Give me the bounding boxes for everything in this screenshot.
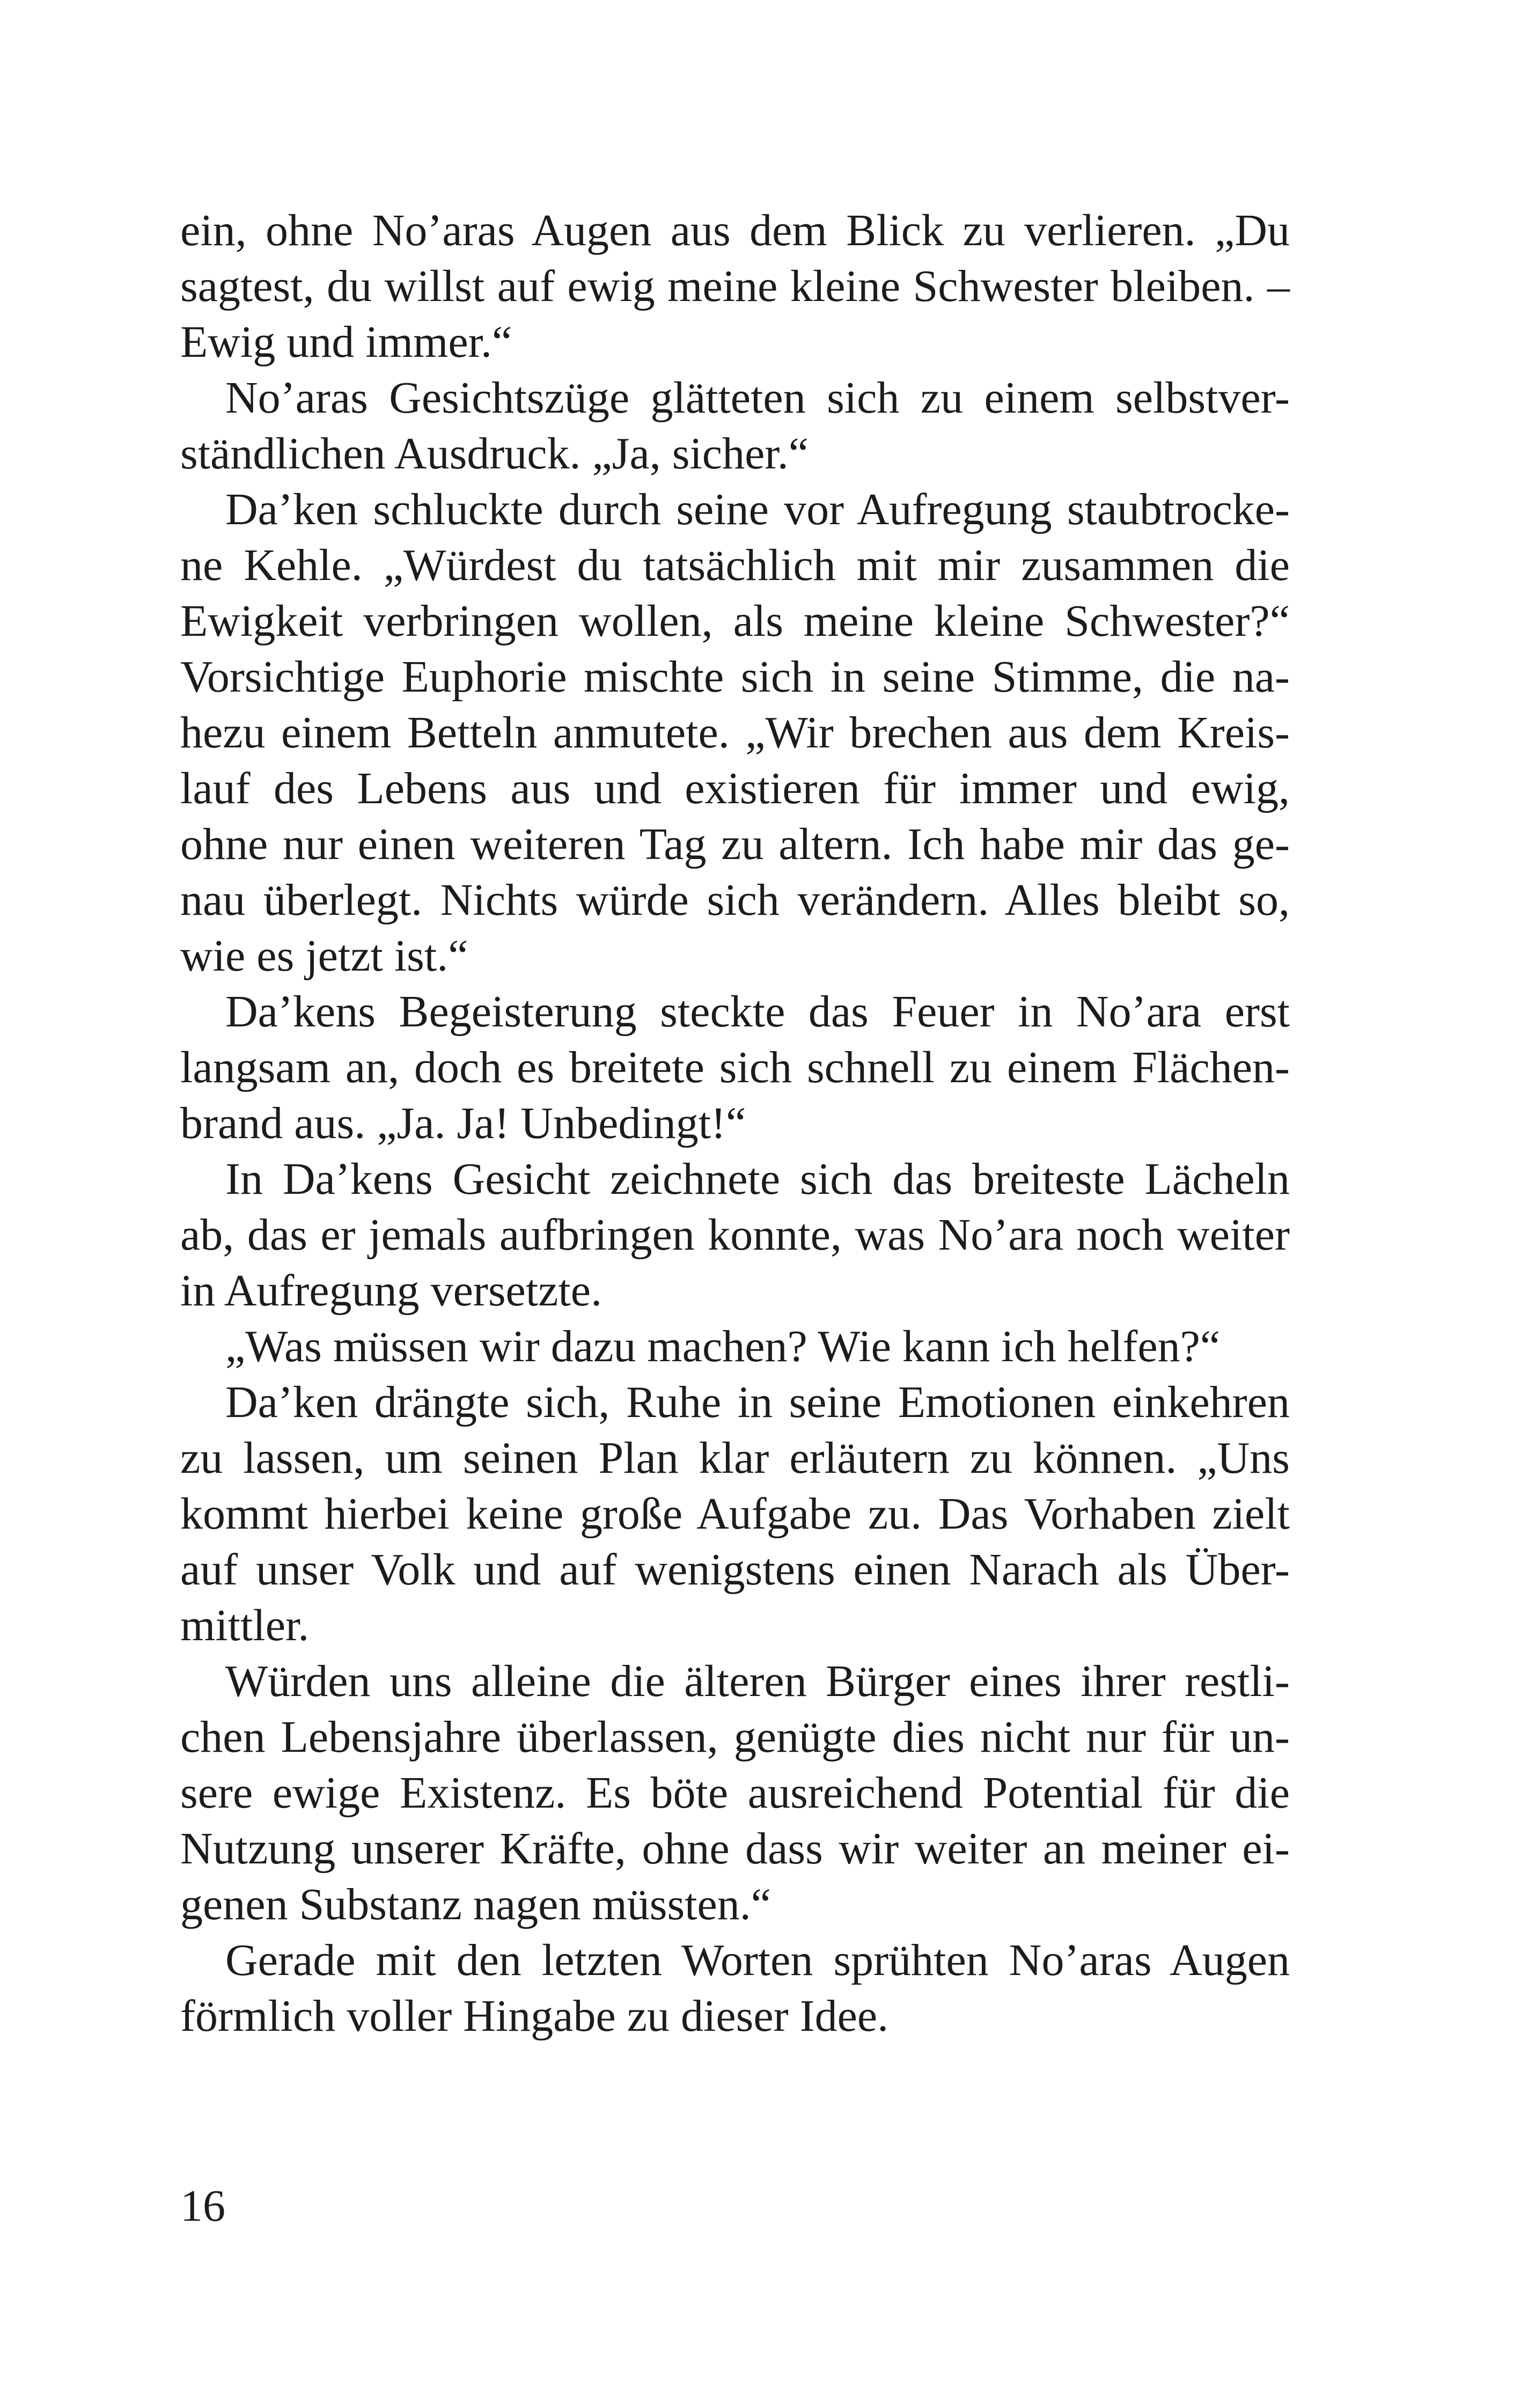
- text-line: sere ewige Existenz. Es böte ausreichend Potential für die: [180, 1768, 1290, 1818]
- text-line: ständlichen Ausdruck. „Ja, sicher.“: [180, 429, 809, 479]
- text-line: lauf des Lebens aus und existieren für immer und ewig,: [180, 763, 1290, 813]
- text-line: Da’ken schluckte durch seine vor Aufregung staubtrocke-: [225, 484, 1290, 534]
- text-line: chen Lebensjahre überlassen, genügte dies nicht nur für un-: [180, 1712, 1290, 1762]
- text-line: Vorsichtige Euphorie mischte sich in seine Stimme, die na-: [180, 652, 1290, 702]
- text-line: genen Substanz nagen müssten.“: [180, 1880, 771, 1929]
- text-line: nau überlegt. Nichts würde sich verändern. Alles bleibt so,: [180, 875, 1290, 925]
- text-line: Da’ken drängte sich, Ruhe in seine Emotionen einkehren: [225, 1377, 1290, 1427]
- text-line: förmlich voller Hingabe zu dieser Idee.: [180, 1991, 889, 2041]
- text-line: sagtest, du willst auf ewig meine kleine Schwester bleiben. –: [180, 261, 1290, 311]
- page-number: 16: [180, 2181, 225, 2231]
- text-line: Da’kens Begeisterung steckte das Feuer in No’ara erst: [225, 987, 1290, 1037]
- text-line: ein, ohne No’aras Augen aus dem Blick zu verlieren. „Du: [180, 205, 1290, 255]
- text-line: ab, das er jemals aufbringen konnte, was No’ara noch weiter: [180, 1210, 1290, 1260]
- text-line: No’aras Gesichtszüge glätteten sich zu einem selbstver-: [225, 373, 1290, 423]
- body-text: [180, 203, 1290, 2044]
- text-line: hezu einem Betteln anmutete. „Wir brechen aus dem Kreis-: [180, 708, 1290, 758]
- text-line: kommt hierbei keine große Aufgabe zu. Das Vorhaben zielt: [180, 1489, 1290, 1539]
- text-line: auf unser Volk und auf wenigstens einen Narach als Über-: [180, 1545, 1290, 1595]
- text-line: ne Kehle. „Würdest du tatsächlich mit mir zusammen die: [180, 540, 1290, 590]
- text-line: „Was müssen wir dazu machen? Wie kann ich helfen?“: [225, 1322, 1221, 1371]
- text-line: wie es jetzt ist.“: [180, 931, 468, 981]
- text-line: Ewig und immer.“: [180, 317, 512, 367]
- text-line: langsam an, doch es breitete sich schnell zu einem Flächen-: [180, 1043, 1290, 1092]
- text-line: ohne nur einen weiteren Tag zu altern. Ich habe mir das ge-: [180, 819, 1290, 869]
- text-line: Ewigkeit verbringen wollen, als meine kleine Schwester?“: [180, 596, 1290, 646]
- text-line: zu lassen, um seinen Plan klar erläutern zu können. „Uns: [180, 1433, 1290, 1483]
- text-line: Würden uns alleine die älteren Bürger eines ihrer restli-: [225, 1656, 1290, 1706]
- text-line: Gerade mit den letzten Worten sprühten No’aras Augen: [225, 1935, 1290, 1985]
- text-line: In Da’kens Gesicht zeichnete sich das breiteste Lächeln: [225, 1154, 1290, 1204]
- text-line: brand aus. „Ja. Ja! Unbedingt!“: [180, 1098, 746, 1148]
- text-line: in Aufregung versetzte.: [180, 1266, 602, 1316]
- text-line: Nutzung unserer Kräfte, ohne dass wir weiter an meiner ei-: [180, 1824, 1290, 1874]
- text-line: mittler.: [180, 1601, 310, 1650]
